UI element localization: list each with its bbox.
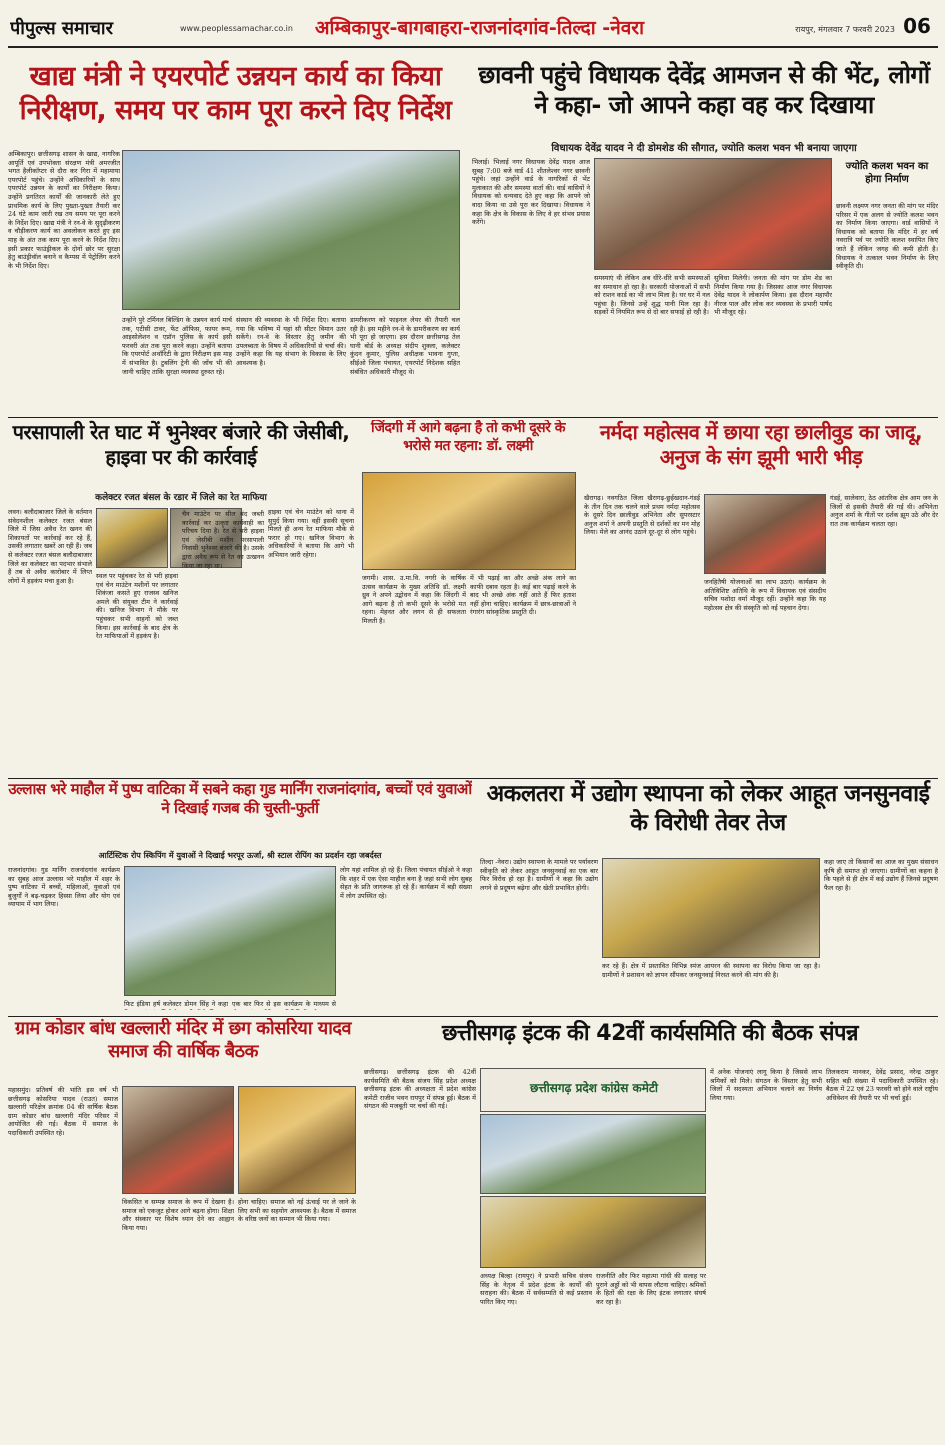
story5-col1: खैरागढ़। नवगठित जिला खैरागढ़-छुईखदान-गंडई के तीन दिन तक चलने वाले प्रथम नर्मदा महोत्सव के दूसरे दिन छालीवुड अभिनेता और सुपरस्टार अनुज शर्मा ने अपनी प्रस्तुति से दर्शकों का मन मोह लिया। मेले का आनंद उठाने दूर-दूर से लोग पहुंचे। xyxy=(584,494,700,537)
story7-col3: कहा जाए तो किसानों का आज का मुख्य संसाधन कृषि ही समाप्त हो जाएगा। ग्रामीणों का कहना है कि पहले से ही क्षेत्र में कई उद्योग हैं जिनसे प्रदूषण फैल रहा है। xyxy=(824,858,938,892)
story2-subhead: विधायक देवेंद्र यादव ने दी डोमशेड की सौगात, ज्योति कलश भवन भी बनाया जाएगा xyxy=(551,143,857,154)
story3-col1: लवन। बलौदाबाजार जिले के वर्तमान संवेदनशील कलेक्टर रजत बंसल जिले में जिस अवैध रेत खनन की शिकायतों पर कार्रवाई कर रहे हैं, उसकी लगातार खबरें आ रही हैं। जब से कलेक्टर रजत बंसल बलौदाबाजार जिले का कलेक्टर का पदभार संभाले हैं तब से अवैध कारोबार में लिप्त लोगों में हड़कंप मचा हुआ है। xyxy=(8,508,92,585)
story7-col2: कर रहे हैं। क्षेत्र में प्रस्तावित विभिन्न स्पंज आयरन की स्थापना का विरोध किया जा रहा है। ग्रामीणों ने प्रशासन को ज्ञापन सौंपकर जनसुनवाई निरस्त करने की मांग की है। xyxy=(602,962,820,979)
story5-headline: नर्मदा महोत्सव में छाया रहा छालीवुड का जादू, अनुज के संग झूमी भारी भीड़ xyxy=(599,420,923,469)
story6-col4: लोग यहां शामिल हो रहे हैं। जिला पंचायत सीईओ ने कहा कि शहर में एक ऐसा माहौल बना है जहां सभी लोग सुबह सेहत के प्रति जागरूक हो रहे हैं। कार्यक्रम में बड़ी संख्या में लोग उपस्थित रहे। xyxy=(340,866,472,900)
story4-photo xyxy=(362,472,576,570)
story9-banner: छत्तीसगढ़ प्रदेश कांग्रेस कमेटी xyxy=(529,1081,659,1095)
story9-headline: छत्तीसगढ़ इंटक की 42वीं कार्यसमिति की बैठक संपन्न xyxy=(441,1021,859,1046)
story1-photo xyxy=(122,150,460,310)
story5-col2: जनहितैषी योजनाओं का लाभ उठाएं। कार्यक्रम के अतिविशिष्ट अतिथि के रूप में विधायक एवं संसदीय सचिव यशोदा वर्मा मौजूद रहीं। उन्होंने कहा कि यह महोत्सव क्षेत्र की संस्कृति को नई पहचान देगा। xyxy=(704,578,826,612)
story9-photo1 xyxy=(480,1068,706,1112)
page-number: 06 xyxy=(903,14,931,38)
story3-subhead: कलेक्टर रजत बंसल के रडार में जिले का रेत माफिया xyxy=(95,493,267,503)
story6-photo xyxy=(124,866,336,996)
story2-sidebar-text: छावनी लक्ष्मण नगर जनता की मांग पर मंदिर परिसर में एक अलग से ज्योति कलश भवन का निर्माण किया जाएगा। वार्ड वासियों ने विधायक को बताया कि मंदिर में हर वर्ष नवरात्रि पर्व पर ज्योति कलश स्थापित किए जाते हैं लेकिन जगह की कमी होती है। विधायक ने तत्काल भवन निर्माण के लिए स्वीकृति दी। xyxy=(836,202,938,271)
story2-col2: समस्याएं थी लेकिन अब धीरे-धीरे सभी समस्याओं का समाधान हो रहा है। सरकारी योजनाओं में सभी को राशन कार्ड का भी लाभ मिला है। घर घर में नल पहुंचा है। जिनसे उन्हें शुद्ध पानी मिल रहा है। सड़कों में नियमित रूप से दो बार सफाई हो रही है। xyxy=(594,274,710,317)
story9-col3: राजनीति और फिर महात्मा गांधी की सलाह पर पुराने अड्डों को भी वापस लौटना चाहिए। श्रमिकों के हितों की रक्षा के लिए इंटक लगातार संघर्ष कर रहा है। xyxy=(596,1272,706,1306)
story4-col1: जगमी। शास. उ.मा.वि. नगरी के वार्षिक उत्सव कार्यक्रम के मुख्य अतिथि डॉ. लक्ष्मी ध्रुव ने अपने उद्बोधन में कहा कि जिंदगी में आगे बढ़ना है तो कभी दूसरे के भरोसे मत रहना। मेहनत और लगन से ही सफलता मिलती है। xyxy=(362,574,466,625)
story8-col3: होना चाहिए। समाज को नई ऊंचाई पर ले जाने के लिए सभी का सहयोग आवश्यक है। बैठक में समाज के वरिष्ठ जनों का सम्मान भी किया गया। xyxy=(238,1198,356,1224)
story6-subhead: आर्टिस्टिक रोप स्किपिंग में युवाओं ने दिखाई भरपूर ऊर्जा, श्री स्टाल रोपिंग का प्रदर्शन रहा जबर्दस्त xyxy=(98,851,382,860)
story8-col1: महासमुंद। प्रतिवर्ष की भांति इस वर्ष भी छत्तीसगढ़ कोसरिया यादव (राउत) समाज खल्लारी परिक्षेत्र क्रमांक 04 की वार्षिक बैठक ग्राम कोडार बांध खल्लारी मंदिर परिसर में आयोजित की गई। बैठक में समाज के पदाधिकारी उपस्थित रहे। xyxy=(8,1086,118,1137)
story9-col5: तिलकराम मानकर, देवेंद्र प्रसाद, नरेन्द्र ठाकुर सहित बड़ी संख्या में पदाधिकारी उपस्थित रहे। बैठक में 22 एवं 23 फरवरी को होने वाले राष्ट्रीय अधिवेशन की तैयारी पर भी चर्चा हुई। xyxy=(826,1068,938,1102)
story6-col2: फिट इंडिया हर्ष कलेक्टर डोमन सिंह ने कहा xyxy=(124,1000,228,1008)
story1-col3: संस्थान की व्यवस्था के भी निर्देश दिए। बताया गया कि भविष्य में यहां सौ सीटर विमान उतर सकेंगे। रन-वे के विस्तार हेतु जमीन की उपलब्धता के विषय में अधिकारियों से चर्चा की। उन्होंने कहा कि यह संभाग के विकास के लिए आवश्यक है। xyxy=(236,316,346,367)
story8-photo1 xyxy=(122,1086,234,1194)
brand-logo: पीपुल्स समाचार xyxy=(10,18,113,39)
dateline: रायपुर, मंगलवार 7 फरवरी 2023 xyxy=(795,25,895,34)
story3-col2: स्थल पर पहुंचकर रेत से भरी हाइवा एवं चेन माउंटेन मशीनों पर लगातार शिकंजा कसते हुए राजस्व खनिज अमले की संयुक्त टीम ने कार्रवाई की। खनिज विभाग ने मौके पर पहुंचकर सभी वाहनों को जब्त किया। इस कार्रवाई के बाद क्षेत्र के रेत माफियाओं में हड़कंप है। xyxy=(96,572,178,641)
story6-col1: राजनांदगांव। गुड मार्निंग राजनांदगांव कार्यक्रम का सुबह आज उल्लास भरे माहौल में शहर के पुष्प वाटिका में बच्चों, महिलाओं, युवाओं एवं बुजुर्गों ने बढ़-चढ़कर हिस्सा लिया और योग एवं व्यायाम में भाग लिया। xyxy=(8,866,120,909)
story2-photo xyxy=(594,158,832,270)
story2-col1: भिलाई। भिलाई नगर विधायक देवेंद्र यादव आज सुबह 7:00 बजे वार्ड 41 शीतलेश्वर नगर छावनी पहुंचे। जहां उन्होंने वार्ड के नागरिकों से भेंट मुलाकात की और समस्या वार्ता की। वार्ड वासियों ने विधायक को धन्यवाद देते हुए कहा कि आपने जो वादा किया था उसे पूरा कर दिखाया। विधायक ने कहा कि क्षेत्र के विकास के लिए वे हर संभव प्रयास करेंगे। xyxy=(472,158,590,227)
story9-photo2 xyxy=(480,1114,706,1194)
story6-headline: उल्लास भरे माहौल में पुष्प वाटिका में सबने कहा गुड मार्निंग राजनांदगांव, बच्चों एवं युवाओं ने दिखाई गजब की चुस्ती-फुर्ती xyxy=(8,780,472,817)
story1-headline: खाद्य मंत्री ने एयरपोर्ट उन्नयन कार्य का किया निरीक्षण, समय पर काम पूरा करने दिए निर्देश xyxy=(19,61,452,126)
story1-col2: उन्होंने पुरे टर्मिनल बिल्डिंग के उन्नयन कार्य मार्च तक, एटीसी टावर, फेंट ऑफिस, फायर रूम, आइसोलेशन व एप्रॉन पुलिस के कार्य इसी फरवरी अंत तक पूरा करने कहा। उन्होंने बताया कि एयरपोर्ट अथॉरिटी के द्वारा निरीक्षण इस माह में संभावित है। टुबलिंग ट्रेनी की जाँच भी की जानी चाहिए ताकि सुरक्षा व्यवस्था दुरुस्त रहे। xyxy=(122,316,232,376)
story9-col2: अध्यक्ष बिल्हा (रायपुर) ने प्रभारी सचिव संजय सिंह के नेतृत्व में प्रदेश इंटक के कार्यों की सराहना की। बैठक में सर्वसम्मति से कई प्रस्ताव पारित किए गए। xyxy=(480,1272,592,1306)
story2-headline: छावनी पहुंचे विधायक देवेंद्र आमजन से की भेंट, लोगों ने कहा- जो आपने कहा वह कर दिखाया xyxy=(478,61,930,119)
story3-col3: चैन माउंटेन पर सील बंद जब्ती कार्रवाई कर उत्कृष्ट कार्यवाही का परिचय दिया है। रेत से भरी हाइवा एवं जेसीबी मशीन परसापाली निवासी भुनेश्वर बंजारे की है। उसके द्वारा अवैध रूप से रेत का उत्खनन किया जा रहा था। xyxy=(182,510,264,570)
story3-photo1 xyxy=(96,508,168,568)
story7-photo xyxy=(602,858,820,958)
story8-col2: विकसित व सम्पन्न समाज के रूप में देखना है। समाज को एकजुट होकर आगे बढ़ना होगा। शिक्षा और संस्कार पर विशेष ध्यान देने का आह्वान किया गया। xyxy=(122,1198,234,1232)
story9-col4: में अनेक योजनाएं लागू किया है जिससे लाभ श्रमिकों को मिले। संगठन के विस्तार हेतु सभी जिलों में सदस्यता अभियान चलाने का निर्णय लिया गया। xyxy=(710,1068,822,1102)
story3-col4: हाइवा एवं चेन माउंटेन को थाना में सुपुर्द किया गया। वहीं इसकी सूचना मिलते ही अन्य रेत माफिया मौके से फरार हो गए। खनिज विभाग के अधिकारियों ने बताया कि आगे भी अभियान जारी रहेगा। xyxy=(268,508,354,559)
story3-headline: परसापाली रेत घाट में भुनेश्वर बंजारे की जेसीबी, हाइवा पर की कार्रवाई xyxy=(12,420,350,469)
story9-photo3 xyxy=(480,1196,706,1268)
site-url[interactable]: www.peoplessamachar.co.in xyxy=(180,24,293,33)
story7-col1: तिल्दा -नेवरा। उद्योग स्थापना के मामले पर पर्यावरण स्वीकृति को लेकर आहूत जनसुनवाई का एक बार फिर विरोध हो रहा है। ग्रामीणों ने कहा कि उद्योग लगने से प्रदूषण बढ़ेगा और खेती प्रभावित होगी। xyxy=(480,858,598,892)
story2-sidebar-title: ज्योति कलश भवन का होगा निर्माण xyxy=(845,161,929,185)
masthead xyxy=(0,0,945,62)
story9-col1: छत्तीसगढ़। छत्तीसगढ़ इंटक की 42वीं कार्यसमिति की बैठक संजय सिंह प्रदेश अध्यक्ष छत्तीसगढ़ इंटक की अध्यक्षता में प्रदेश कांग्रेस कमेटी राजीव भवन रायपुर में संपन्न हुई। बैठक में संगठन की मजबूती पर चर्चा की गई। xyxy=(364,1068,476,1111)
story6-col3: एक बार फिर से इस कार्यक्रम के माध्यम से xyxy=(232,1000,336,1008)
story5-photo xyxy=(704,494,826,574)
edition-title: अम्बिकापुर-बागबाहरा-राजनांदगांव-तिल्दा -नेवरा xyxy=(315,17,644,39)
story4-headline: जिंदगी में आगे बढ़ना है तो कभी दूसरे के भरोसे मत रहना: डॉ. लक्ष्मी xyxy=(371,420,565,454)
story1-col1: अम्बिकापुर। छत्तीसगढ़ शासन के खाद्य, नागरिक आपूर्ति एवं उपभोक्ता संरक्षण मंत्री अमरजीत भगत हैलीकॉप्टर से दौरा कर गिरा में महामाया एयरपोर्ट पहुंचे। उन्होंने अधिकारियों के साथ एयरपोर्ट उन्नयन के कार्यों का निरीक्षण किया। उन्होंने प्रगतिरत कार्यों की जानकारी लेते हुए प्राथमिक कार्य के लिए पुख्ता-पुख्ता तैयारी कर 24 घंटे काम जारी रख तय समय पर पूरा करने के निर्देश दिए। खाद्य मंत्री ने रन-वे के सुदृढ़ीकरण व चौड़ीकरण कार्य का अवलोकन करते हुए इस माह के अंत तक काम पूरा करने के निर्देश दिए। इसी प्रकार फाउंड्रीकल के दोनों छोर पर सुरक्षा हेतु बाउंड्रीवॉल बनाने व कैम्पस में पेट्रोलिंग करने के भी निर्देश दिए। xyxy=(8,150,120,270)
story4-col2: में भी पढ़ाई का और अच्छे अंक लाने का काफी दबाव रहता है। कई बार पढ़ाई करने के बाद भी अच्छे अंक नहीं आते हैं फिर हताश नहीं होना चाहिए। कार्यक्रम में छात्र-छात्राओं ने रंगारंग सांस्कृतिक प्रस्तुति दी। xyxy=(470,574,576,617)
story5-col3: गंडई, सालेवारा, ठेठ आंतरिक क्षेत्र आम जन के जिलों से इसकी तैयारी की गई थी। अभिनेता अनुज शर्मा के गीतों पर दर्शक झूम उठे और देर रात तक कार्यक्रम चलता रहा। xyxy=(830,494,938,528)
story7-headline: अकलतरा में उद्योग स्थापना को लेकर आहूत जनसुनवाई के विरोधी तेवर तेज xyxy=(486,781,930,836)
story2-col3: सुविधा मिलेगी। जनता की मांग पर डोम शेड का निर्माण किया गया है। जिसका आज नगर विधायक देवेंद्र यादव ने लोकार्पण किया। इस दौरान महापौर नीरज पाल और लोक कर व्यवस्था के प्रभारी पार्षद भी मौजूद रहे। xyxy=(714,274,832,317)
story8-headline: ग्राम कोडार बांध खल्लारी मंदिर में छग कोसरिया यादव समाज की वार्षिक बैठक xyxy=(15,1018,351,1062)
story8-photo2 xyxy=(238,1086,356,1194)
story1-col4: डामरीकरण को फाइनल लेयर की तैयारी चल रही है। इस महीने रन-वे के डामरीकरण का कार्य भी पूरा हो जाएगा। इस दौरान छत्तीसगढ़ तेल घानी बोर्ड के अध्यक्ष संदीप शुक्ला, कलेक्टर कुंदन कुमार, पुलिस अधीक्षक भावना गुप्ता, सीईओ जिला पंचायत, एयरपोर्ट निदेशक सहित संबंधित अधिकारी मौजूद थे। xyxy=(350,316,460,376)
